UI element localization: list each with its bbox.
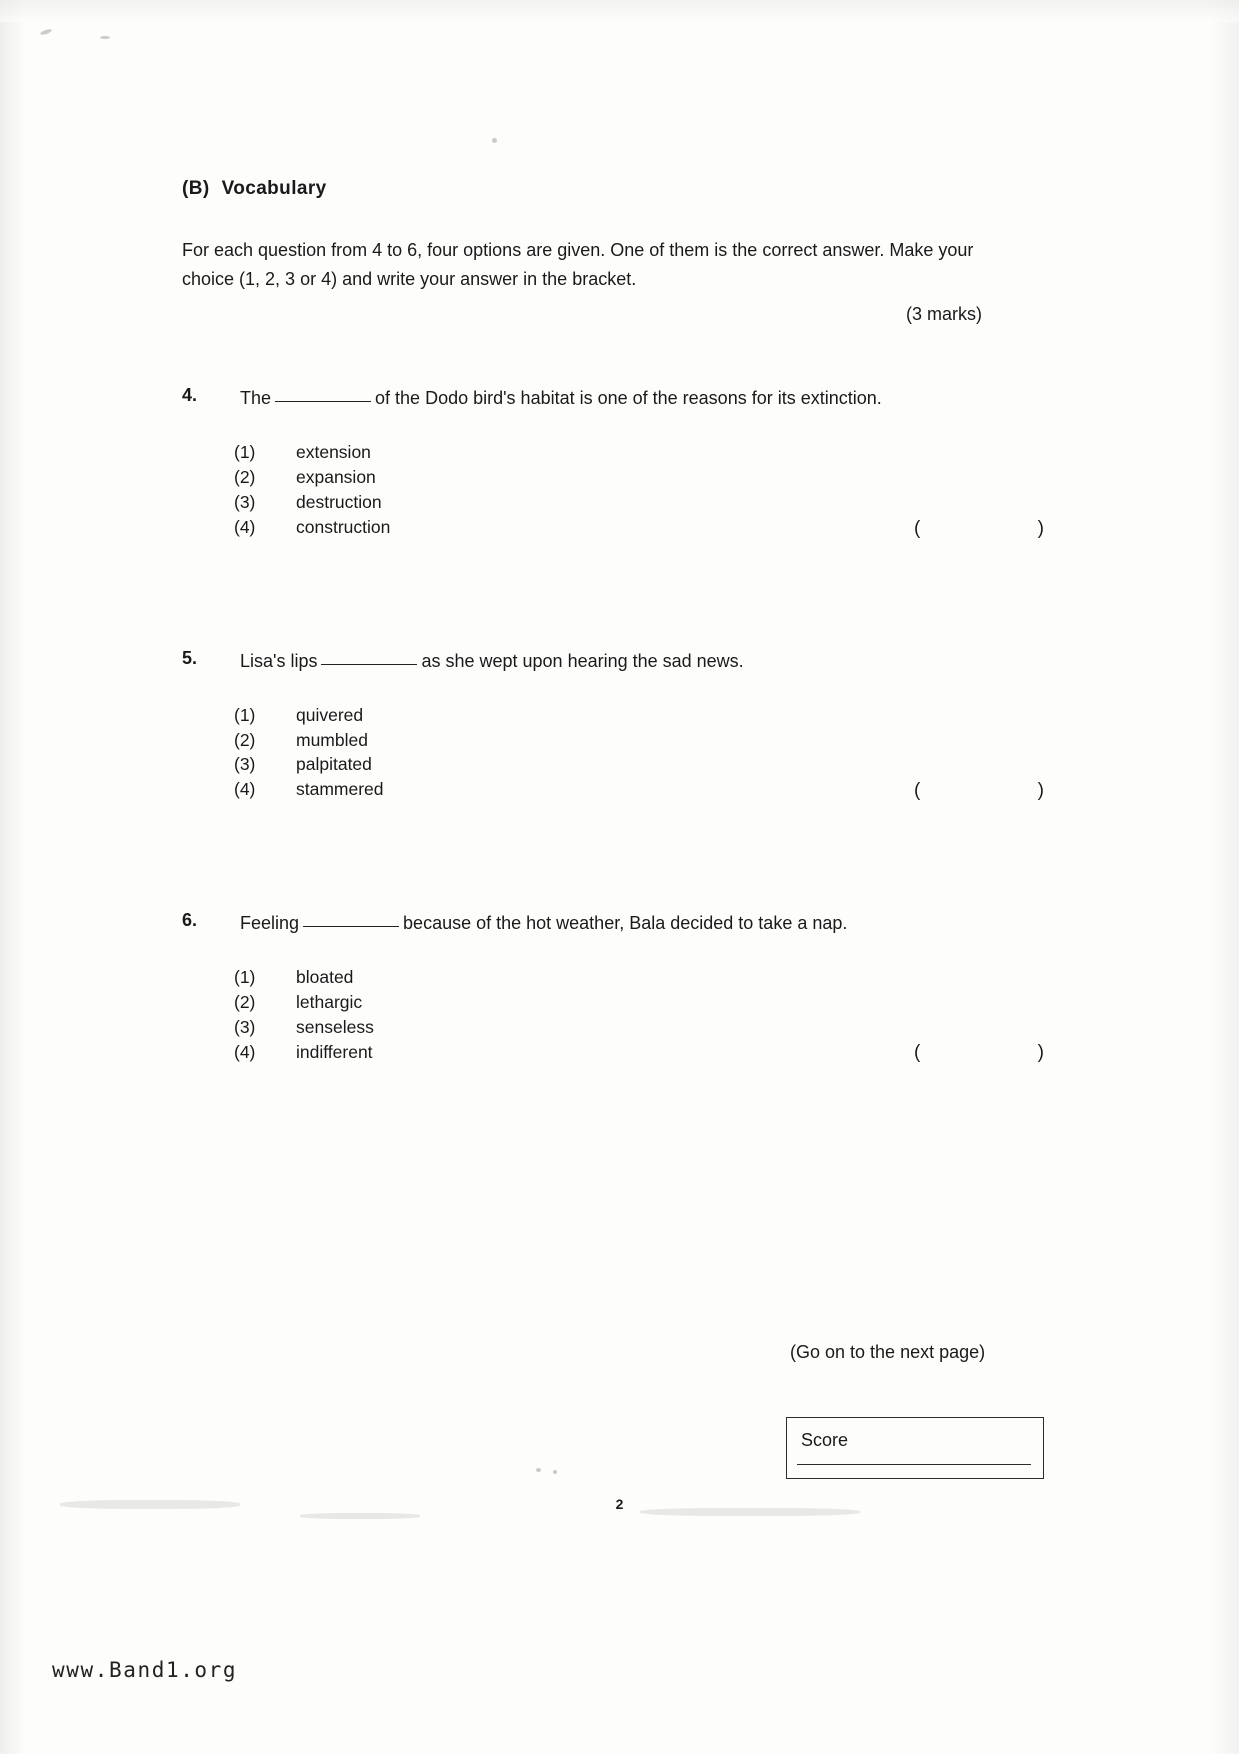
option-row[interactable] (234, 1015, 1022, 1040)
option-list (234, 703, 1044, 802)
score-box[interactable] (786, 1417, 1044, 1479)
option-row[interactable] (234, 990, 1022, 1015)
scan-edge-shadow-left (0, 0, 26, 1754)
option-label: (1) (234, 442, 256, 463)
option-text: expansion (296, 467, 376, 488)
scan-speck (536, 1468, 541, 1472)
option-row[interactable] (234, 515, 1022, 540)
option-label: (4) (234, 516, 256, 537)
option-text: bloated (296, 967, 354, 988)
option-row[interactable] (234, 465, 1022, 490)
go-on-note: (Go on to the next page) (790, 1342, 986, 1362)
scan-speck (100, 36, 110, 39)
question-stem-after: of the Dodo bird's habitat is one of the reasons for its extinction. (375, 388, 882, 409)
option-label: (3) (234, 1016, 256, 1037)
page-number: 2 (615, 1496, 624, 1512)
question-stem-before: The (240, 388, 272, 409)
question-stem-after: because of the hot weather, Bala decided to take a nap. (403, 913, 848, 934)
scan-edge-shadow-right (1209, 0, 1239, 1754)
option-text: indifferent (296, 1041, 373, 1062)
question-item (182, 910, 1044, 1064)
answer-bracket[interactable] (914, 780, 1044, 802)
scan-smudge (300, 1513, 420, 1519)
option-label: (3) (234, 754, 256, 775)
bracket-close: ) (1037, 517, 1044, 539)
section-title-text: Vocabulary (221, 178, 327, 199)
option-row[interactable] (234, 965, 1022, 990)
option-label: (4) (234, 779, 256, 800)
option-text: construction (296, 516, 391, 537)
score-label: Score (801, 1430, 849, 1450)
bracket-open: ( (914, 1042, 921, 1064)
option-text: stammered (296, 779, 384, 800)
bracket-close: ) (1037, 1042, 1044, 1064)
question-number: 5. (182, 647, 198, 668)
option-text: lethargic (296, 991, 363, 1012)
option-text: mumbled (296, 729, 368, 750)
page-content (182, 178, 1062, 1064)
option-list (234, 965, 1044, 1064)
option-row[interactable] (234, 728, 1022, 753)
question-stem-before: Lisa's lips (240, 650, 318, 671)
option-row[interactable] (234, 1040, 1022, 1065)
question-number: 6. (182, 910, 198, 931)
question-number: 4. (182, 385, 198, 406)
option-label: (1) (234, 967, 256, 988)
answer-blank[interactable] (321, 664, 417, 665)
option-label: (3) (234, 492, 256, 512)
option-label: (2) (234, 467, 256, 488)
section-heading (182, 178, 1062, 200)
option-text: extension (296, 442, 371, 463)
option-text: senseless (296, 1016, 374, 1037)
question-stem-after: as she wept upon hearing the sad news. (421, 650, 744, 671)
question-stem-before: Feeling (240, 913, 300, 934)
option-row[interactable] (234, 490, 1022, 515)
scan-speck (553, 1470, 557, 1474)
option-label: (2) (234, 991, 256, 1012)
section-tag: (B) (182, 178, 210, 199)
question-stem (240, 910, 1000, 937)
option-row[interactable] (234, 777, 1022, 802)
option-text: quivered (296, 704, 364, 725)
bracket-open: ( (914, 780, 921, 802)
score-entry-line[interactable] (797, 1464, 1031, 1465)
footer-url: www.Band1.org (52, 1658, 238, 1682)
answer-blank[interactable] (303, 926, 399, 927)
option-label: (1) (234, 704, 256, 725)
question-item (182, 385, 1044, 539)
question-item (182, 647, 1044, 802)
question-stem (240, 648, 1000, 675)
option-label: (4) (234, 1041, 256, 1062)
scan-speck (492, 138, 497, 143)
answer-bracket[interactable] (914, 1042, 1044, 1064)
bracket-open: ( (914, 517, 921, 539)
question-stem (240, 385, 1000, 412)
option-row[interactable] (234, 752, 1022, 777)
scan-edge-shadow-top (0, 0, 1239, 22)
option-list (234, 440, 1044, 539)
answer-blank[interactable] (275, 401, 371, 402)
option-label: (2) (234, 729, 256, 750)
answer-bracket[interactable] (914, 518, 1044, 540)
bracket-close: ) (1037, 780, 1044, 802)
scan-speck (40, 28, 53, 36)
option-text: palpitated (296, 754, 372, 775)
option-row[interactable] (234, 440, 1022, 465)
option-text: destruction (296, 492, 382, 512)
marks-note: (3 marks) (906, 304, 982, 325)
instructions-text: For each question from 4 to 6, four options are given. One of them is the correct answer. Make your choice (1, 2, 3 or 4) and write your answer in the bracket. (182, 240, 974, 290)
option-row[interactable] (234, 703, 1022, 728)
